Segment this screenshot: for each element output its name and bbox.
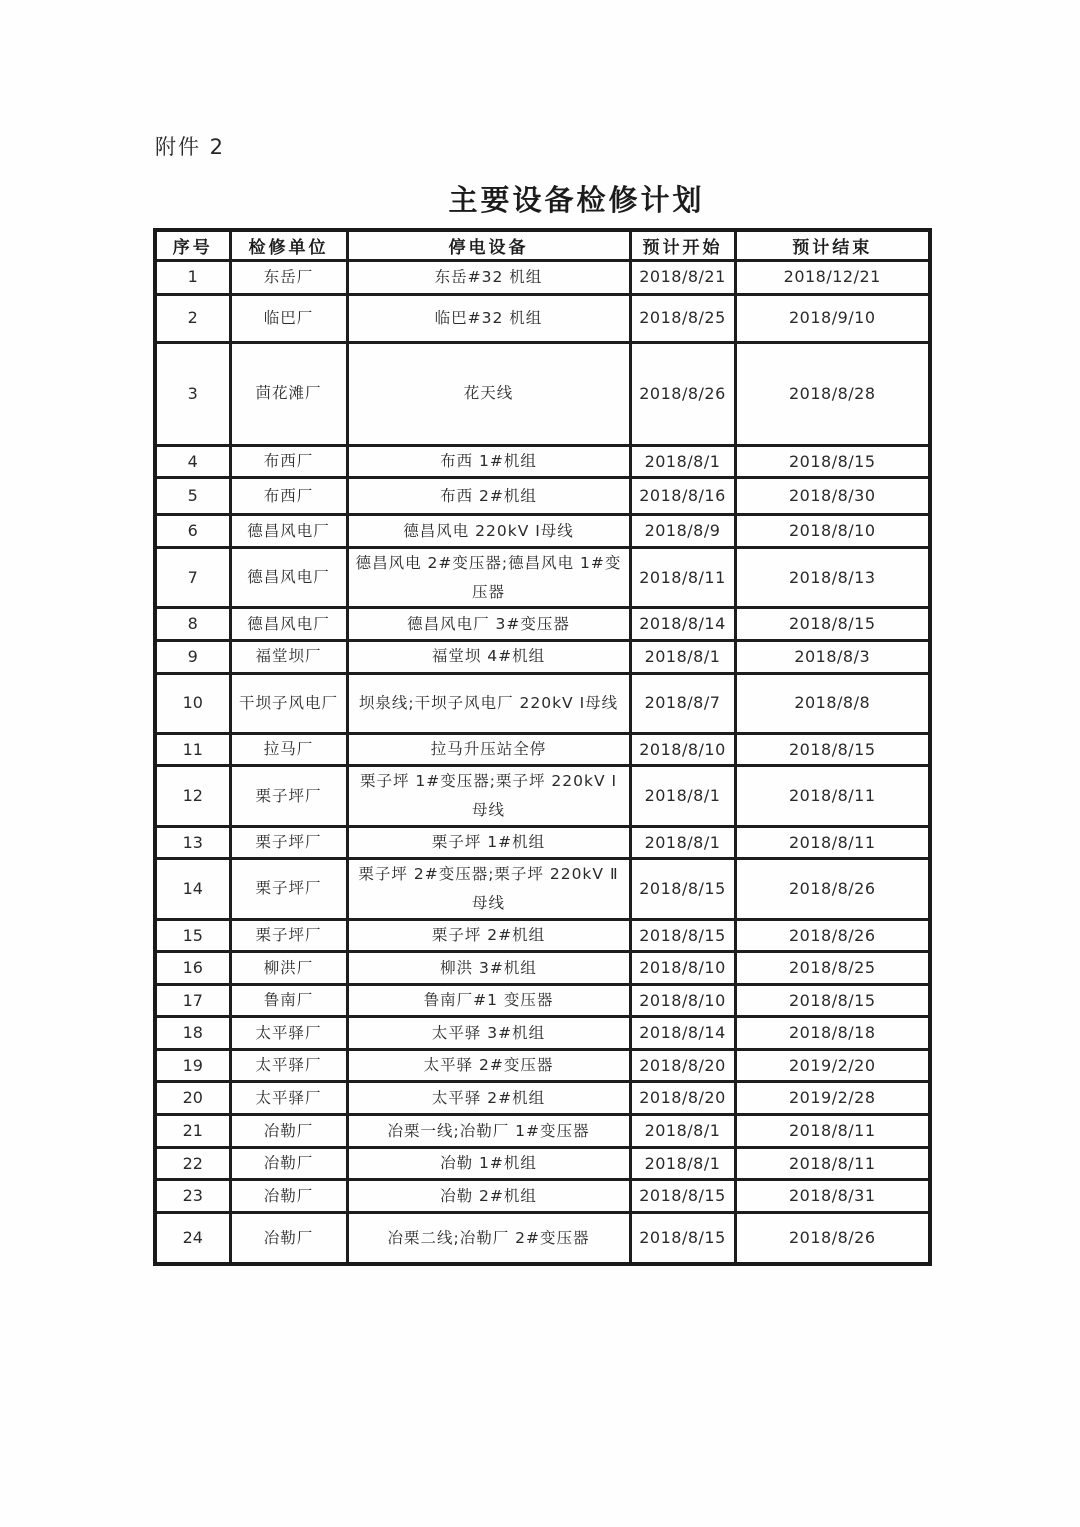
cell-start: 2018/8/10 [630,733,735,766]
cell-seq: 12 [155,766,230,826]
cell-end: 2018/8/15 [735,445,930,478]
cell-start: 2018/8/20 [630,1082,735,1115]
cell-seq: 24 [155,1212,230,1264]
cell-unit: 栗子坪厂 [230,766,347,826]
cell-device: 德昌风电 2#变压器;德昌风电 1#变压器 [347,548,630,608]
cell-end: 2018/12/21 [735,260,930,294]
cell-start: 2018/8/1 [630,826,735,859]
cell-end: 2018/8/11 [735,766,930,826]
cell-unit: 茴花滩厂 [230,342,347,445]
cell-end: 2018/8/18 [735,1017,930,1050]
cell-start: 2018/8/26 [630,342,735,445]
cell-end: 2018/8/26 [735,919,930,952]
table-row [155,673,930,733]
cell-device: 拉马升压站全停 [347,733,630,766]
cell-device: 冶勒 1#机组 [347,1147,630,1180]
cell-start: 2018/8/21 [630,260,735,294]
cell-end: 2018/8/8 [735,673,930,733]
cell-device: 坝泉线;干坝子风电厂 220kV Ⅰ母线 [347,673,630,733]
cell-device: 布西 1#机组 [347,445,630,478]
cell-seq: 17 [155,984,230,1017]
cell-end: 2019/2/20 [735,1049,930,1082]
cell-end: 2019/2/28 [735,1082,930,1115]
cell-seq: 1 [155,260,230,294]
cell-end: 2018/8/30 [735,478,930,515]
cell-unit: 拉马厂 [230,733,347,766]
cell-end: 2018/9/10 [735,294,930,342]
cell-start: 2018/8/1 [630,445,735,478]
cell-end: 2018/8/11 [735,1147,930,1180]
header-unit: 检修单位 [230,230,347,260]
cell-unit: 鲁南厂 [230,984,347,1017]
table-row [155,1049,930,1082]
cell-end: 2018/8/31 [735,1180,930,1213]
header-end: 预计结束 [735,230,930,260]
cell-unit: 太平驿厂 [230,1017,347,1050]
table-body [155,260,930,1264]
cell-device: 栗子坪 1#变压器;栗子坪 220kV Ⅰ母线 [347,766,630,826]
cell-unit: 德昌风电厂 [230,608,347,641]
cell-seq: 20 [155,1082,230,1115]
table-row [155,1082,930,1115]
cell-seq: 5 [155,478,230,515]
cell-unit: 栗子坪厂 [230,826,347,859]
table-row [155,548,930,608]
table-row [155,342,930,445]
table-row [155,826,930,859]
cell-seq: 22 [155,1147,230,1180]
cell-device: 柳洪 3#机组 [347,952,630,985]
cell-device: 冶栗一线;冶勒厂 1#变压器 [347,1115,630,1148]
table-row [155,733,930,766]
cell-seq: 23 [155,1180,230,1213]
cell-seq: 18 [155,1017,230,1050]
maintenance-plan-table [153,228,932,1266]
cell-seq: 6 [155,515,230,548]
cell-start: 2018/8/10 [630,984,735,1017]
cell-device: 东岳#32 机组 [347,260,630,294]
table-row [155,445,930,478]
cell-end: 2018/8/15 [735,733,930,766]
cell-seq: 4 [155,445,230,478]
cell-seq: 14 [155,859,230,919]
cell-unit: 布西厂 [230,478,347,515]
cell-unit: 德昌风电厂 [230,548,347,608]
cell-seq: 11 [155,733,230,766]
cell-unit: 太平驿厂 [230,1082,347,1115]
cell-device: 太平驿 3#机组 [347,1017,630,1050]
cell-start: 2018/8/15 [630,919,735,952]
cell-end: 2018/8/15 [735,608,930,641]
attachment-label: 附件 2 [155,135,226,159]
cell-end: 2018/8/15 [735,984,930,1017]
cell-end: 2018/8/26 [735,859,930,919]
cell-start: 2018/8/1 [630,641,735,674]
table-row [155,952,930,985]
table-row [155,515,930,548]
cell-unit: 太平驿厂 [230,1049,347,1082]
cell-device: 栗子坪 2#机组 [347,919,630,952]
cell-device: 鲁南厂#1 变压器 [347,984,630,1017]
header-start: 预计开始 [630,230,735,260]
table-row [155,919,930,952]
cell-seq: 21 [155,1115,230,1148]
header-device: 停电设备 [347,230,630,260]
cell-start: 2018/8/20 [630,1049,735,1082]
cell-start: 2018/8/11 [630,548,735,608]
cell-unit: 冶勒厂 [230,1180,347,1213]
cell-start: 2018/8/10 [630,952,735,985]
cell-unit: 布西厂 [230,445,347,478]
table-row [155,608,930,641]
page-title: 主要设备检修计划 [448,183,705,217]
cell-seq: 13 [155,826,230,859]
cell-seq: 15 [155,919,230,952]
cell-start: 2018/8/9 [630,515,735,548]
cell-unit: 栗子坪厂 [230,919,347,952]
header-seq: 序号 [155,230,230,260]
table-row [155,1180,930,1213]
cell-device: 冶栗二线;冶勒厂 2#变压器 [347,1212,630,1264]
cell-end: 2018/8/25 [735,952,930,985]
cell-seq: 8 [155,608,230,641]
cell-end: 2018/8/11 [735,826,930,859]
cell-device: 栗子坪 1#机组 [347,826,630,859]
cell-device: 临巴#32 机组 [347,294,630,342]
table-row [155,1115,930,1148]
cell-end: 2018/8/13 [735,548,930,608]
cell-end: 2018/8/11 [735,1115,930,1148]
table-row [155,859,930,919]
table-row [155,766,930,826]
table-row [155,1017,930,1050]
table-row [155,294,930,342]
cell-unit: 栗子坪厂 [230,859,347,919]
table-row [155,1147,930,1180]
cell-start: 2018/8/1 [630,1147,735,1180]
cell-seq: 10 [155,673,230,733]
cell-device: 太平驿 2#机组 [347,1082,630,1115]
cell-end: 2018/8/10 [735,515,930,548]
cell-start: 2018/8/1 [630,766,735,826]
cell-device: 太平驿 2#变压器 [347,1049,630,1082]
cell-unit: 干坝子风电厂 [230,673,347,733]
cell-unit: 德昌风电厂 [230,515,347,548]
cell-device: 福堂坝 4#机组 [347,641,630,674]
cell-start: 2018/8/15 [630,1212,735,1264]
cell-device: 德昌风电 220kV Ⅰ母线 [347,515,630,548]
table-header [155,230,930,260]
cell-start: 2018/8/1 [630,1115,735,1148]
cell-start: 2018/8/7 [630,673,735,733]
cell-seq: 9 [155,641,230,674]
cell-end: 2018/8/3 [735,641,930,674]
cell-start: 2018/8/15 [630,859,735,919]
cell-device: 栗子坪 2#变压器;栗子坪 220kV Ⅱ母线 [347,859,630,919]
table-row [155,478,930,515]
cell-seq: 19 [155,1049,230,1082]
cell-start: 2018/8/15 [630,1180,735,1213]
cell-device: 德昌风电厂 3#变压器 [347,608,630,641]
cell-device: 花天线 [347,342,630,445]
cell-start: 2018/8/14 [630,1017,735,1050]
cell-unit: 冶勒厂 [230,1147,347,1180]
cell-unit: 东岳厂 [230,260,347,294]
cell-end: 2018/8/28 [735,342,930,445]
table-row [155,641,930,674]
cell-unit: 临巴厂 [230,294,347,342]
cell-start: 2018/8/25 [630,294,735,342]
cell-device: 布西 2#机组 [347,478,630,515]
table-row [155,260,930,294]
cell-unit: 福堂坝厂 [230,641,347,674]
table-header-row [155,230,930,260]
cell-start: 2018/8/14 [630,608,735,641]
cell-device: 冶勒 2#机组 [347,1180,630,1213]
cell-seq: 3 [155,342,230,445]
cell-start: 2018/8/16 [630,478,735,515]
cell-seq: 2 [155,294,230,342]
cell-unit: 冶勒厂 [230,1115,347,1148]
cell-unit: 冶勒厂 [230,1212,347,1264]
table-row [155,1212,930,1264]
cell-seq: 7 [155,548,230,608]
cell-seq: 16 [155,952,230,985]
table-row [155,984,930,1017]
cell-end: 2018/8/26 [735,1212,930,1264]
cell-unit: 柳洪厂 [230,952,347,985]
